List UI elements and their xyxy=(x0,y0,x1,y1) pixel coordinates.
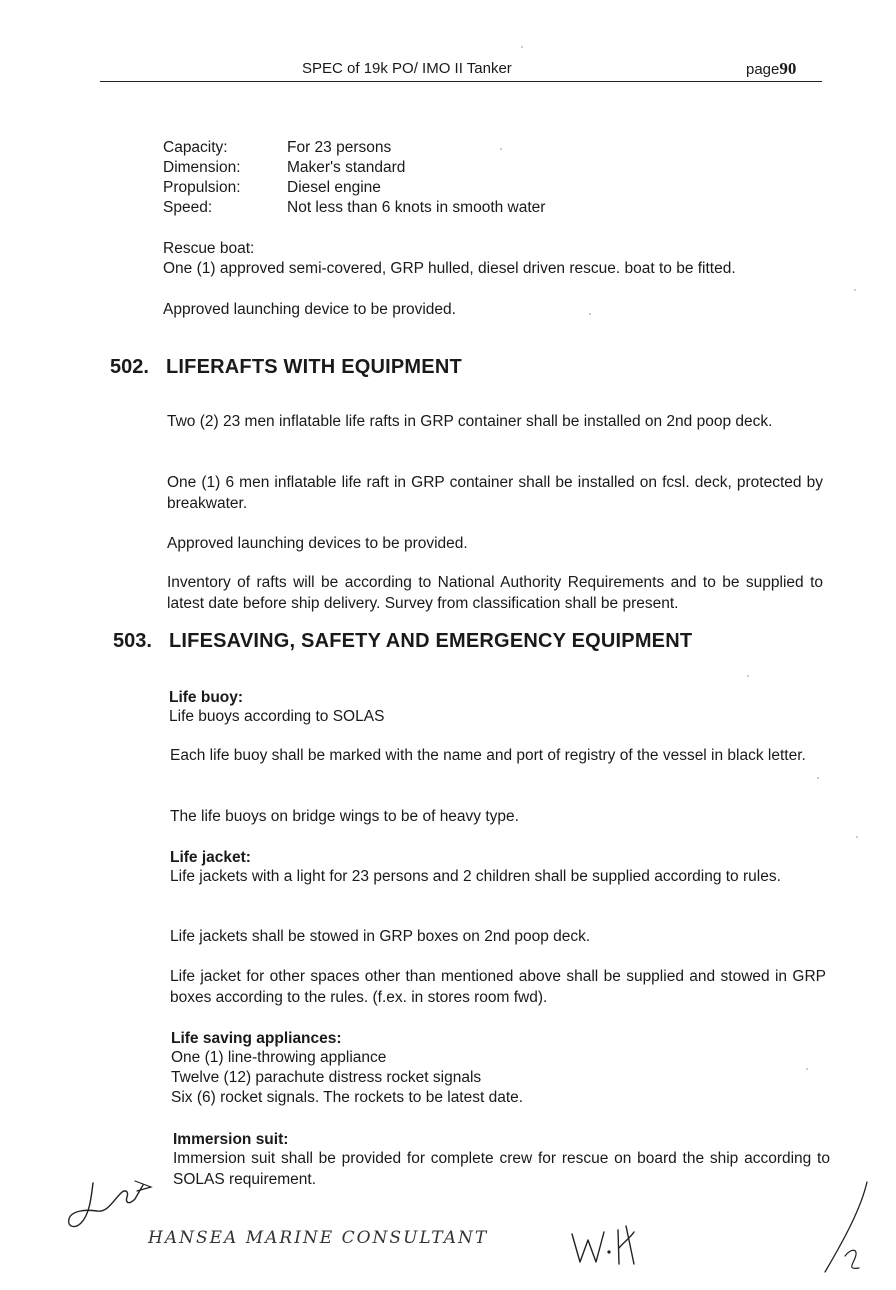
section-502-paragraph: Approved launching devices to be provided. xyxy=(167,535,468,552)
signature-left xyxy=(55,1165,165,1245)
page-label: page xyxy=(746,61,780,78)
scan-speck xyxy=(589,313,591,315)
life-buoy-paragraph: The life buoys on bridge wings to be of heavy type. xyxy=(170,808,519,825)
scan-speck xyxy=(806,1068,808,1070)
life-buoy-heading: Life buoy: xyxy=(169,689,244,706)
section-502-paragraph: One (1) 6 men inflatable life raft in GRP container shall be installed on fcsl. deck, protected by breakwater. xyxy=(167,474,823,512)
spec-label: Propulsion: xyxy=(163,179,241,196)
section-503-title: LIFESAVING, SAFETY AND EMERGENCY EQUIPMENT xyxy=(169,630,693,652)
footer-company-name: HANSEA MARINE CONSULTANT xyxy=(148,1228,489,1248)
spec-value: Not less than 6 knots in smooth water xyxy=(287,199,546,216)
initials-center xyxy=(568,1218,643,1273)
scan-speck xyxy=(747,675,749,677)
rescue-boat-heading: Rescue boat: xyxy=(163,240,255,257)
rescue-boat-text: One (1) approved semi-covered, GRP hulled, diesel driven rescue. boat to be fitted. xyxy=(163,260,736,277)
spec-row-propulsion xyxy=(163,178,381,198)
spec-value: Maker's standard xyxy=(287,159,406,176)
life-buoy-paragraph: Each life buoy shall be marked with the name and port of registry of the vessel in black letter. xyxy=(170,747,806,764)
immersion-suit-text: Immersion suit shall be provided for complete crew for rescue on board the ship according to SOLAS requirement. xyxy=(173,1150,830,1188)
spec-value: For 23 persons xyxy=(287,139,392,156)
scan-speck xyxy=(817,777,819,779)
life-jacket-paragraph: Life jackets shall be stowed in GRP boxes on 2nd poop deck. xyxy=(170,928,591,945)
spec-row-capacity xyxy=(163,138,391,158)
scan-speck xyxy=(521,46,523,48)
scan-speck xyxy=(854,289,856,291)
life-saving-item: Twelve (12) parachute distress rocket signals xyxy=(171,1069,482,1086)
spec-label: Capacity: xyxy=(163,139,228,156)
life-saving-item: One (1) line-throwing appliance xyxy=(171,1049,387,1066)
page-number xyxy=(746,59,796,79)
section-502-title: LIFERAFTS WITH EQUIPMENT xyxy=(166,356,462,378)
page-number-value: 90 xyxy=(779,59,797,78)
section-502-paragraph: Inventory of rafts will be according to National Authority Requirements and to be supplied to latest date before ship delivery. Survey from classification shall be present. xyxy=(167,574,823,612)
immersion-suit-heading: Immersion suit: xyxy=(173,1131,289,1148)
scan-speck xyxy=(856,836,858,838)
document-header-title: SPEC of 19k PO/ IMO II Tanker xyxy=(302,60,512,77)
life-saving-item: Six (6) rocket signals. The rockets to be latest date. xyxy=(171,1089,524,1106)
spec-row-speed xyxy=(163,198,545,218)
spec-value: Diesel engine xyxy=(287,179,381,196)
spec-label: Speed: xyxy=(163,199,213,216)
life-saving-heading: Life saving appliances: xyxy=(171,1030,342,1047)
life-jacket-paragraph: Life jacket for other spaces other than mentioned above shall be supplied and stowed in GRP boxes according to the rules. (f.ex. in stores room fwd). xyxy=(170,968,826,1006)
section-503-number: 503. xyxy=(113,630,152,652)
section-502-paragraph: Two (2) 23 men inflatable life rafts in GRP container shall be installed on 2nd poop deck. xyxy=(167,413,773,430)
scan-speck xyxy=(500,148,502,150)
section-502-number: 502. xyxy=(110,356,149,378)
signature-right xyxy=(815,1178,875,1278)
spec-row-dimension xyxy=(163,158,405,178)
life-jacket-heading: Life jacket: xyxy=(170,849,251,866)
header-divider xyxy=(100,81,822,82)
life-jacket-paragraph: Life jackets with a light for 23 persons and 2 children shall be supplied according to rules. xyxy=(170,868,781,885)
spec-label: Dimension: xyxy=(163,159,241,176)
life-buoy-line: Life buoys according to SOLAS xyxy=(169,708,385,725)
rescue-boat-launching: Approved launching device to be provided. xyxy=(163,301,456,318)
